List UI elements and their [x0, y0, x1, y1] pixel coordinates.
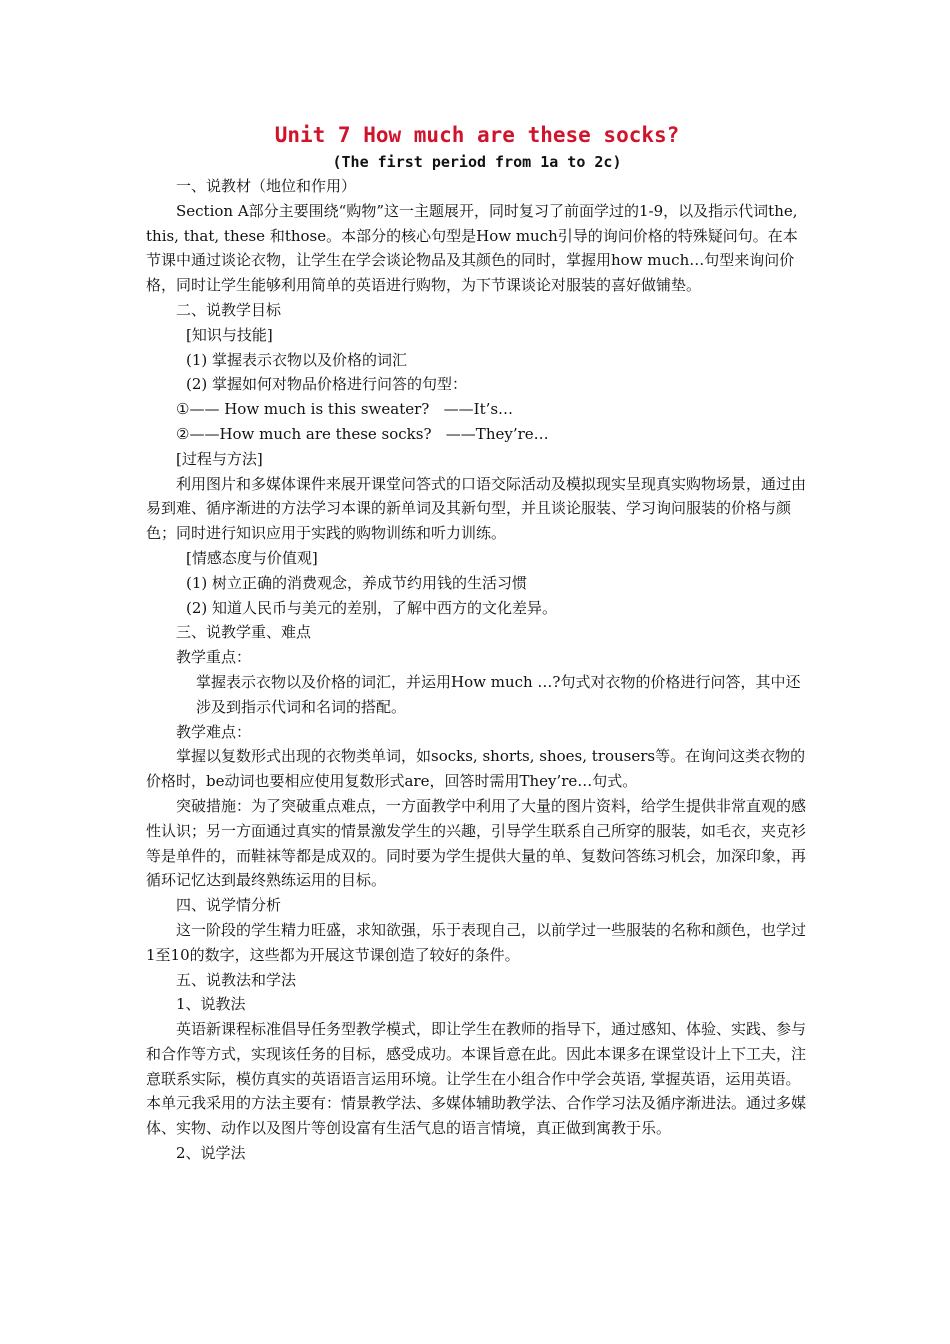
paragraph: 掌握以复数形式出现的衣物类单词，如socks, shorts, shoes, trousers等。在询问这类衣物的价格时，be动词也要相应使用复数形式are，回答时需用They’re…句式。	[146, 747, 806, 791]
paragraph: 一、说教材（地位和作用）	[176, 177, 357, 195]
paragraph: Section A部分主要围绕“购物”这一主题展开，同时复习了前面学过的1-9，以及指示代词the, this, that, these 和those。本部分的核心句型是How much引导的询问价格的特殊疑问句。在本节课中通过谈论衣物，让学生在学会谈论物品及其颜色的同时，掌握用how much…句型来询问价格，同时让学生能够利用简单的英语进行购物，为下节课谈论对服装的喜好做铺垫。	[146, 201, 803, 295]
paragraph: 五、说教法和学法	[176, 970, 297, 989]
paragraph: [情感态度与价值观]	[186, 548, 318, 567]
document-page	[146, 120, 808, 1166]
paragraph: (1) 掌握表示衣物以及价格的词汇	[186, 350, 408, 369]
paragraph: 1、说教法	[176, 995, 246, 1014]
paragraph: [知识与技能]	[186, 325, 273, 344]
paragraph: ①—— How much is this sweater? ——It’s…	[176, 400, 514, 419]
paragraph: 二、说教学目标	[176, 300, 282, 319]
paragraph: 突破措施：为了突破重点难点，一方面教学中利用了大量的图片资料，给学生提供非常直观的感性认识；另一方面通过真实的情景激发学生的兴趣，引导学生联系自己所穿的服装，如毛衣，夹克衫等是单件的，而鞋袜等都是成双的。同时要为学生提供大量的单、复数问答练习机会，加深印象，再循环记忆达到最终熟练运用的目标。	[146, 796, 807, 890]
paragraph: (1) 树立正确的消费观念，养成节约用钱的生活习惯	[186, 573, 528, 592]
paragraph: 利用图片和多媒体课件来展开课堂问答式的口语交际活动及模拟现实呈现真实购物场景，通过由易到难、循序渐进的方法学习本课的新单词及其新句型，并且谈论服装、学习询问服装的价格与颜色；同时进行知识应用于实践的购物训练和听力训练。	[146, 474, 807, 543]
paragraph: [过程与方法]	[176, 449, 263, 468]
paragraph: 四、说学情分析	[176, 896, 282, 915]
document-subtitle: (The first period from 1a to 2c)	[332, 153, 622, 171]
document-title: Unit 7 How much are these socks?	[274, 123, 680, 147]
paragraph: 教学重点：	[176, 648, 252, 667]
paragraph: 掌握表示衣物以及价格的词汇，并运用How much …?句式对衣物的价格进行问答，其中还涉及到指示代词和名词的搭配。	[196, 672, 801, 716]
document-body	[146, 174, 808, 1166]
paragraph: (2) 知道人民币与美元的差别，了解中西方的文化差异。	[186, 598, 558, 617]
paragraph: 这一阶段的学生精力旺盛，求知欲强，乐于表现自己，以前学过一些服装的名称和颜色，也学过1至10的数字，这些都为开展这节课创造了较好的条件。	[146, 920, 807, 964]
paragraph: 三、说教学重、难点	[176, 623, 312, 642]
paragraph: 英语新课程标准倡导任务型教学模式，即让学生在教师的指导下，通过感知、体验、实践、参与和合作等方式，实现该任务的目标，感受成功。本课旨意在此。因此本课多在课堂设计上下工夫，注意联系实际，模仿真实的英语语言运用环境。让学生在小组合作中学会英语, 掌握英语，运用英语。本单元我采用的方法主要有：情景教学法、多媒体辅助教学法、合作学习法及循序渐进法。通过多媒体、实物、动作以及图片等创设富有生活气息的语言情境，真正做到寓教于乐。	[146, 1020, 807, 1138]
paragraph: 2、说学法	[176, 1144, 246, 1163]
paragraph: ②——How much are these socks? ——They’re…	[176, 424, 549, 443]
paragraph: 教学难点：	[176, 722, 252, 741]
paragraph: (2) 掌握如何对物品价格进行问答的句型：	[186, 375, 468, 394]
